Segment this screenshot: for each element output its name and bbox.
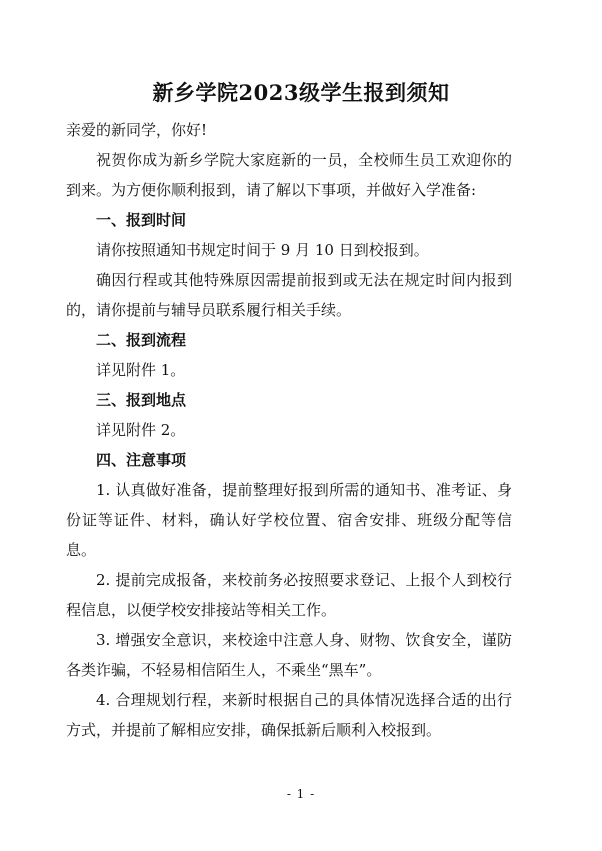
section-time-paragraph-1: 请你按照通知书规定时间于 9 月 10 日到校报到。 [96,241,429,259]
section-heading-process: 二、报到流程 [96,331,187,349]
document-body [66,115,512,745]
section-heading-time: 一、报到时间 [96,211,187,229]
greeting-line: 亲爱的新同学，你好! [66,121,208,139]
section-location-paragraph: 详见附件 2。 [96,421,186,439]
document-title: 新乡学院2023级学生报到须知 [152,80,450,105]
note-item-1: 1. 认真做好准备，提前整理好报到所需的通知书、准考证、身份证等证件、材料，确认好学校位置、宿舍安排、班级分配等信息。 [66,481,512,559]
section-heading-notes: 四、注意事项 [96,451,187,469]
section-time-paragraph-2: 确因行程或其他特殊原因需提前报到或无法在规定时间内报到的，请你提前与辅导员联系履行相关手续。 [66,271,512,319]
page-number: - 1 - [286,787,316,801]
section-process-paragraph: 详见附件 1。 [96,361,186,379]
note-item-2: 2. 提前完成报备，来校前务必按照要求登记、上报个人到校行程信息，以便学校安排接站等相关工作。 [66,571,512,619]
section-heading-location: 三、报到地点 [96,391,187,409]
note-item-4: 4. 合理规划行程，来新时根据自己的具体情况选择合适的出行方式，并提前了解相应安排，确保抵新后顺利入校报到。 [66,691,512,739]
intro-paragraph: 祝贺你成为新乡学院大家庭新的一员，全校师生员工欢迎你的到来。为方便你顺利报到，请了解以下事项，并做好入学准备: [66,151,512,199]
note-item-3: 3. 增强安全意识，来校途中注意人身、财物、饮食安全，谨防各类诈骗，不轻易相信陌生人，不乘坐“黑车”。 [66,631,512,679]
